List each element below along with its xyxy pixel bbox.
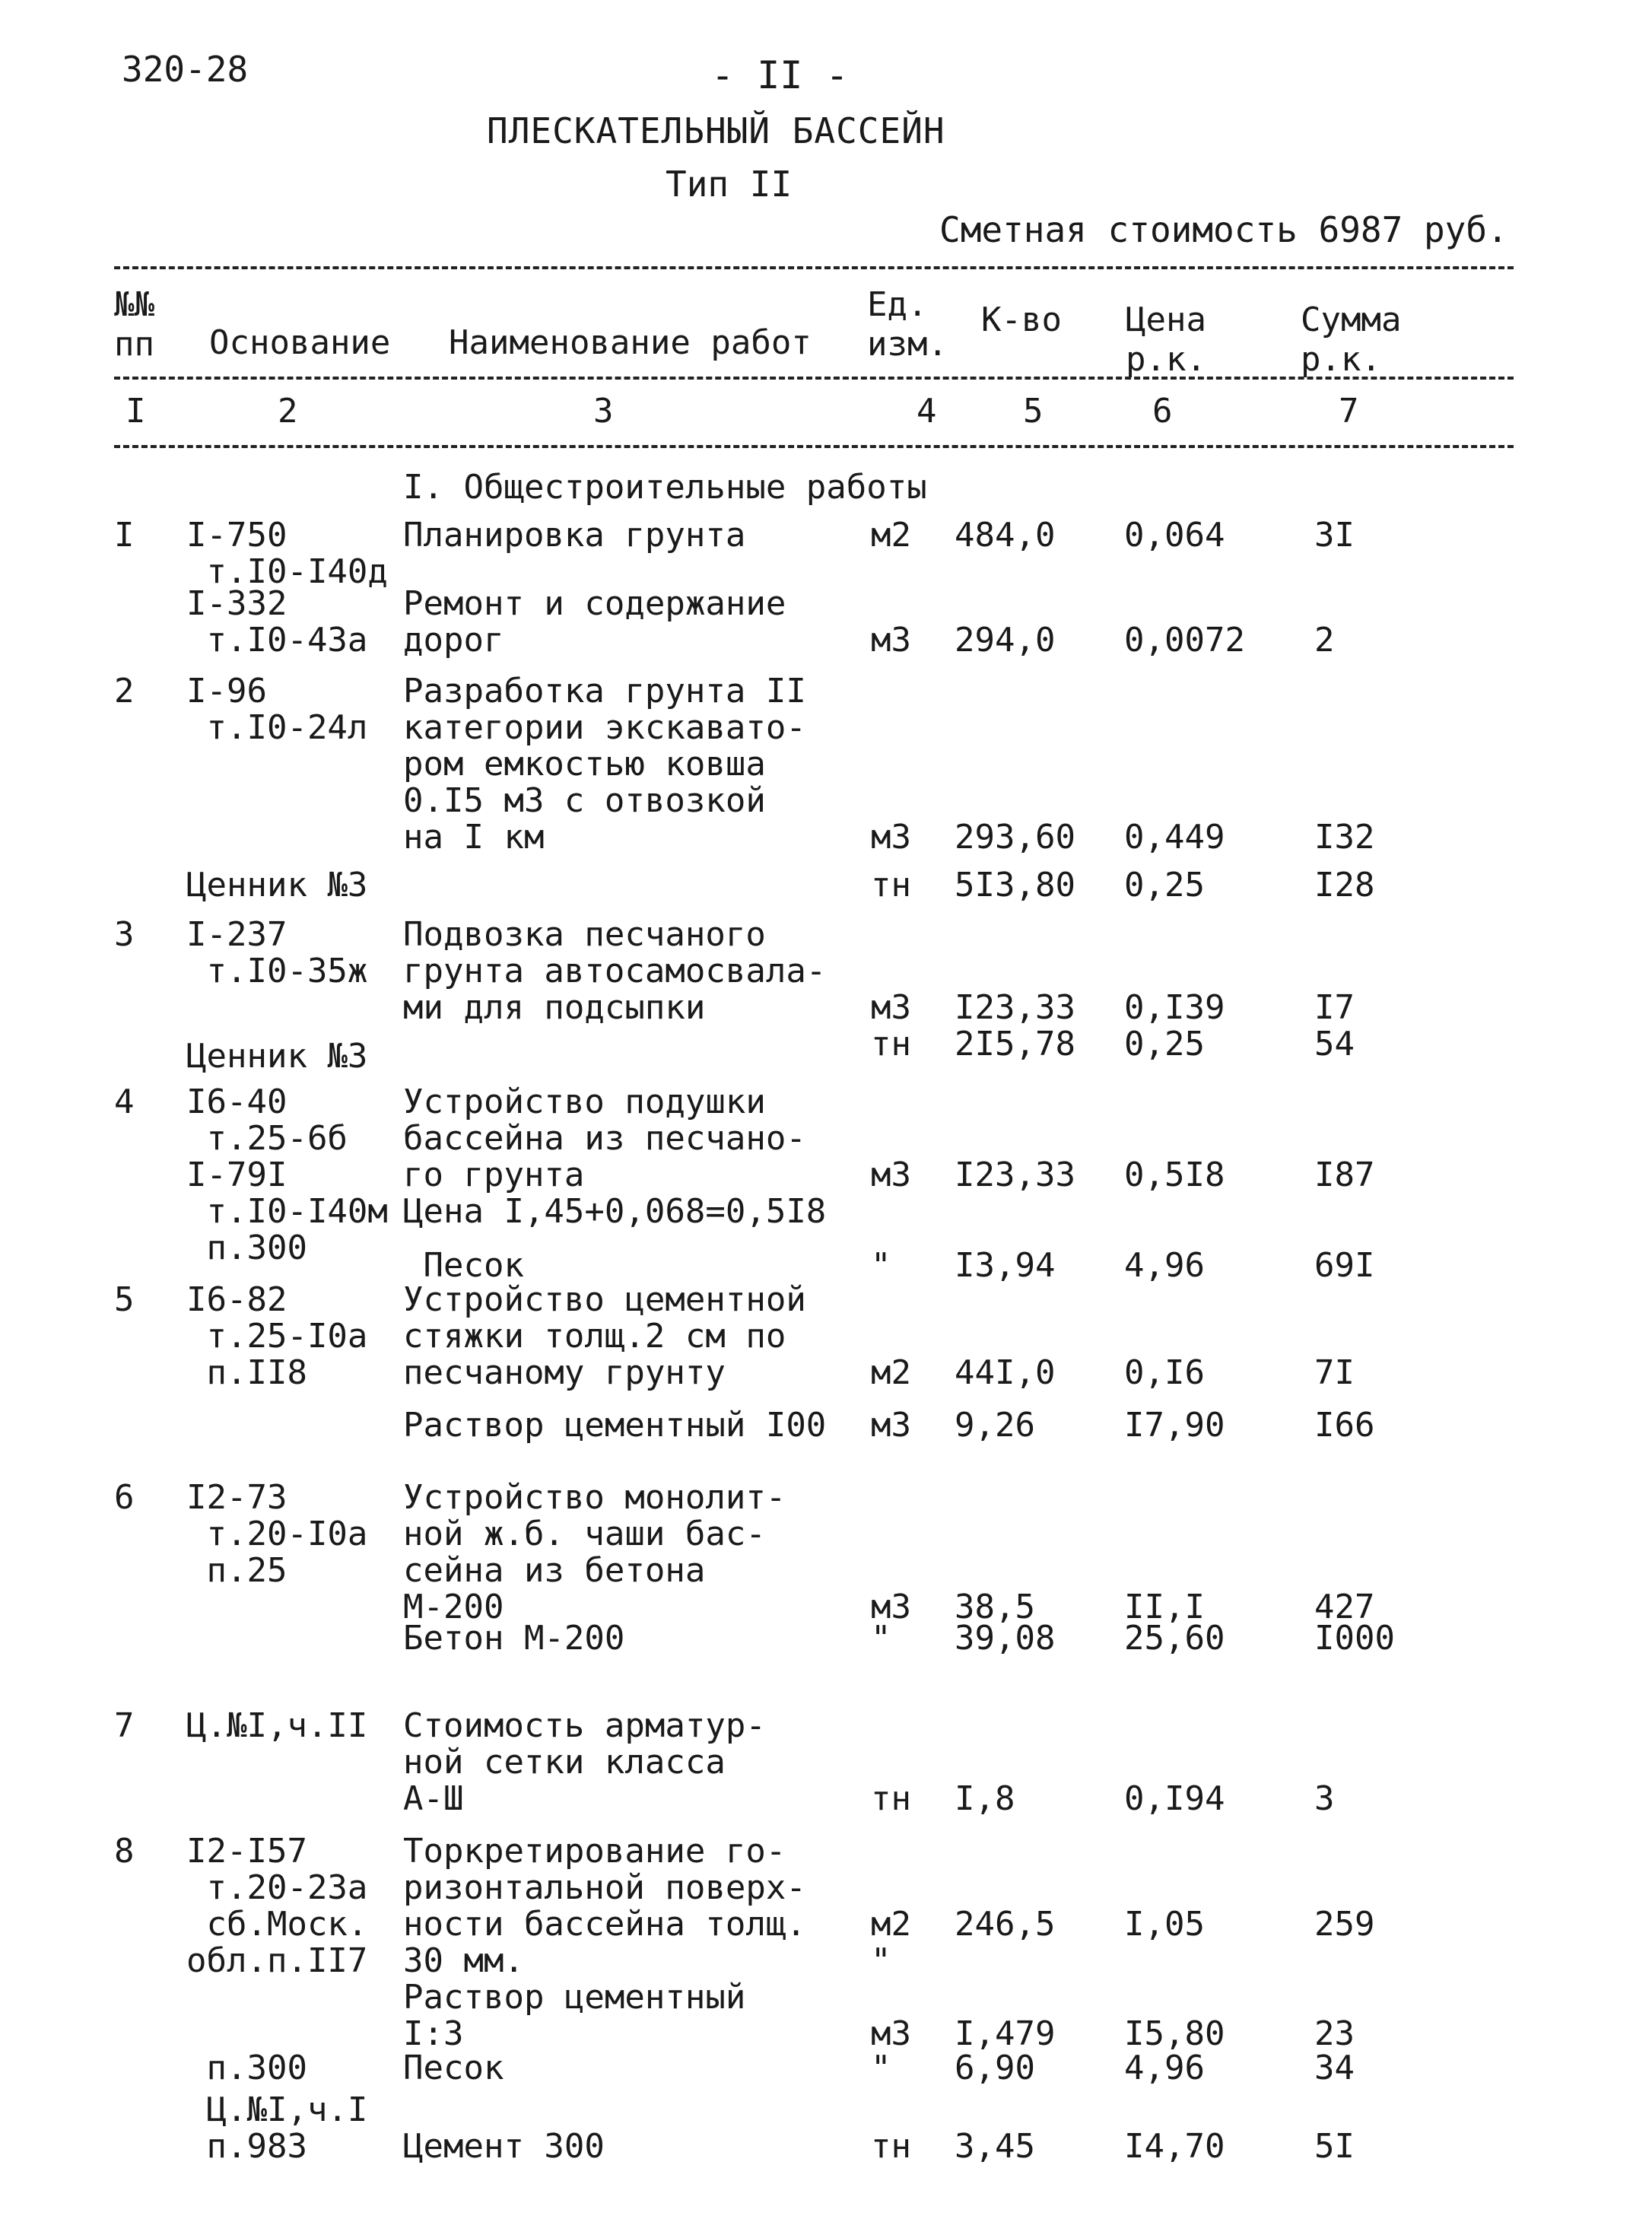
cell-basis: I-96 т.I0-24л <box>186 672 368 747</box>
cell-sum: 7I <box>1314 1353 1355 1392</box>
col-number-4: 4 <box>917 392 937 431</box>
col-number-3: 3 <box>593 392 614 431</box>
cell-unit: м2 " м3 <box>871 1905 911 2053</box>
cell-price: 0,449 <box>1124 818 1225 857</box>
cell-name: Раствор цементный I00 <box>403 1406 827 1445</box>
cell-basis: п.300 <box>186 2049 307 2087</box>
cell-price: I4,70 <box>1124 2127 1225 2166</box>
cell-basis: Ц.№I,ч.I п.983 <box>206 2090 368 2166</box>
cell-sum: I87 <box>1314 1156 1375 1194</box>
col-header-price: Цена р.к. <box>1126 300 1206 379</box>
cell-price: 0,I39 0,25 <box>1124 988 1225 1063</box>
cell-unit: м2 <box>871 1353 911 1392</box>
cell-basis: I2-73 т.20-I0а п.25 <box>186 1478 368 1590</box>
cell-qty: 6,90 <box>955 2049 1035 2087</box>
cell-price: 0,25 <box>1124 866 1205 904</box>
cell-name: Песок <box>403 2049 504 2087</box>
cell-unit: м3 <box>871 1588 911 1626</box>
cell-basis: I-237 т.I0-35ж <box>186 915 368 990</box>
cell-num: 4 <box>114 1082 135 1121</box>
cell-num: 8 <box>114 1832 135 1871</box>
table-top-rule <box>114 266 1514 269</box>
cell-price: 0,0072 <box>1124 621 1245 660</box>
cell-basis: Ц.№I,ч.II <box>186 1706 368 1745</box>
cell-num: 7 <box>114 1706 135 1745</box>
col-header-qty: К-во <box>981 300 1062 339</box>
cell-price: I7,90 <box>1124 1406 1225 1445</box>
cell-sum: 3 <box>1314 1779 1335 1818</box>
col-number-5: 5 <box>1023 392 1044 431</box>
cell-sum: I7 54 <box>1314 988 1355 1063</box>
cell-unit: " <box>871 2049 891 2087</box>
cell-sum: 259 23 <box>1314 1905 1375 2053</box>
col-number-6: 6 <box>1152 392 1173 431</box>
cell-qty: 44I,0 <box>955 1353 1056 1392</box>
cell-basis: I-750 т.I0-I40д <box>186 516 388 591</box>
cell-name: Разработка грунта II категории экскавато- ром емкостью ковша 0.I5 м3 с отвозкой на I км <box>403 672 806 857</box>
cell-unit: " <box>871 1619 891 1658</box>
cell-price: 0,064 <box>1124 516 1225 555</box>
cell-basis: Ценник №3 <box>186 866 368 904</box>
cell-name: Устройство цементной стяжки толщ.2 см по песчаному грунту <box>403 1280 806 1392</box>
cell-price: 4,96 <box>1124 2049 1205 2087</box>
cell-price: I,05 I5,80 <box>1124 1905 1225 2053</box>
cell-price: II,I <box>1124 1588 1205 1626</box>
cell-qty: 38,5 <box>955 1588 1035 1626</box>
cell-unit: м3 <box>871 1156 911 1194</box>
cell-name: Планировка грунта <box>403 516 746 555</box>
cell-qty: 484,0 <box>955 516 1056 555</box>
cell-num: 5 <box>114 1280 135 1319</box>
cell-name: Стоимость арматур- ной сетки класса А-Ш <box>403 1706 766 1818</box>
col-header-num: №№ пп <box>114 285 154 364</box>
cell-basis: I6-82 т.25-I0а п.II8 <box>186 1280 368 1392</box>
estimated-cost: Сметная стоимость 6987 руб. <box>939 209 1508 250</box>
cell-qty: I23,33 <box>955 1156 1075 1194</box>
col-header-unit: Ед. изм. <box>867 285 948 364</box>
cell-qty: 9,26 <box>955 1406 1035 1445</box>
cell-qty: 3,45 <box>955 2127 1035 2166</box>
cell-name: Ремонт и содержание дорог <box>403 584 786 660</box>
cell-name: Торкретирование го- ризонтальной поверх- ности бассейна толщ. 30 мм. Раствор цементный I:3 <box>403 1832 806 2053</box>
cell-unit: м3 <box>871 818 911 857</box>
cell-unit: м3 тн <box>871 988 911 1063</box>
cell-name: Устройство монолит- ной ж.б. чаши бас- сейна из бетона М-200 <box>403 1478 786 1626</box>
cell-sum: 3I <box>1314 516 1355 555</box>
cell-basis: I2-I57 т.20-23а сб.Моск. обл.п.II7 <box>186 1832 368 1980</box>
cell-unit: тн <box>871 2127 911 2166</box>
cell-unit: м3 <box>871 621 911 660</box>
document-number: 320-28 <box>122 49 249 90</box>
numbers-separator-rule <box>114 445 1514 448</box>
cell-qty: 39,08 <box>955 1619 1056 1658</box>
cell-price: 0,I94 <box>1124 1779 1225 1818</box>
col-number-7: 7 <box>1339 392 1359 431</box>
col-header-basis: Основание <box>209 323 391 362</box>
cell-basis: I6-40 т.25-6б I-79I т.I0-I40м п.300 <box>186 1082 388 1267</box>
document-subtitle: Тип II <box>666 164 793 205</box>
header-separator-rule <box>114 377 1514 380</box>
cell-num: 6 <box>114 1478 135 1517</box>
page-number: - II - <box>711 53 849 97</box>
cell-num: I <box>114 516 135 555</box>
cell-sum: 69I <box>1314 1246 1375 1285</box>
section-title: I. Общестроительные работы <box>403 468 927 507</box>
cell-name: Подвозка песчаного грунта автосамосвала- ми для подсыпки <box>403 915 827 1027</box>
cell-price: 25,60 <box>1124 1619 1225 1658</box>
cell-qty: 246,5 I,479 <box>955 1905 1056 2053</box>
cell-qty: 293,60 <box>955 818 1075 857</box>
cell-sum: 5I <box>1314 2127 1355 2166</box>
col-number-1: I <box>125 392 146 431</box>
cell-qty: I3,94 <box>955 1246 1056 1285</box>
document-title: ПЛЕСКАТЕЛЬНЫЙ БАССЕЙН <box>487 110 945 151</box>
cell-qty: 294,0 <box>955 621 1056 660</box>
cell-name: Устройство подушки бассейна из песчано- го грунта Цена I,45+0,068=0,5I8 <box>403 1082 827 1231</box>
col-number-2: 2 <box>278 392 298 431</box>
cell-basis: I-332 т.I0-43а <box>186 584 368 660</box>
cell-name: Бетон М-200 <box>403 1619 625 1658</box>
cell-qty: 5I3,80 <box>955 866 1075 904</box>
cell-num: 2 <box>114 672 135 711</box>
cell-sum: 34 <box>1314 2049 1355 2087</box>
cell-unit: м3 <box>871 1406 911 1445</box>
cell-unit: тн <box>871 866 911 904</box>
cell-unit: тн <box>871 1779 911 1818</box>
cell-sum: 427 <box>1314 1588 1375 1626</box>
cell-sum: 2 <box>1314 621 1335 660</box>
cell-basis: Ценник №3 <box>186 1037 368 1076</box>
cell-sum: I66 <box>1314 1406 1375 1445</box>
cell-unit: м2 <box>871 516 911 555</box>
col-header-sum: Сумма р.к. <box>1301 300 1402 379</box>
cell-price: 4,96 <box>1124 1246 1205 1285</box>
cell-sum: I000 <box>1314 1619 1395 1658</box>
cell-qty: I23,33 2I5,78 <box>955 988 1075 1063</box>
cell-num: 3 <box>114 915 135 954</box>
cell-name: Песок <box>403 1246 524 1285</box>
col-header-name: Наименование работ <box>449 323 812 362</box>
cell-price: 0,I6 <box>1124 1353 1205 1392</box>
cell-sum: I32 <box>1314 818 1375 857</box>
cell-unit: " <box>871 1246 891 1285</box>
cell-price: 0,5I8 <box>1124 1156 1225 1194</box>
cell-sum: I28 <box>1314 866 1375 904</box>
cell-qty: I,8 <box>955 1779 1015 1818</box>
cell-name: Цемент 300 <box>403 2127 605 2166</box>
